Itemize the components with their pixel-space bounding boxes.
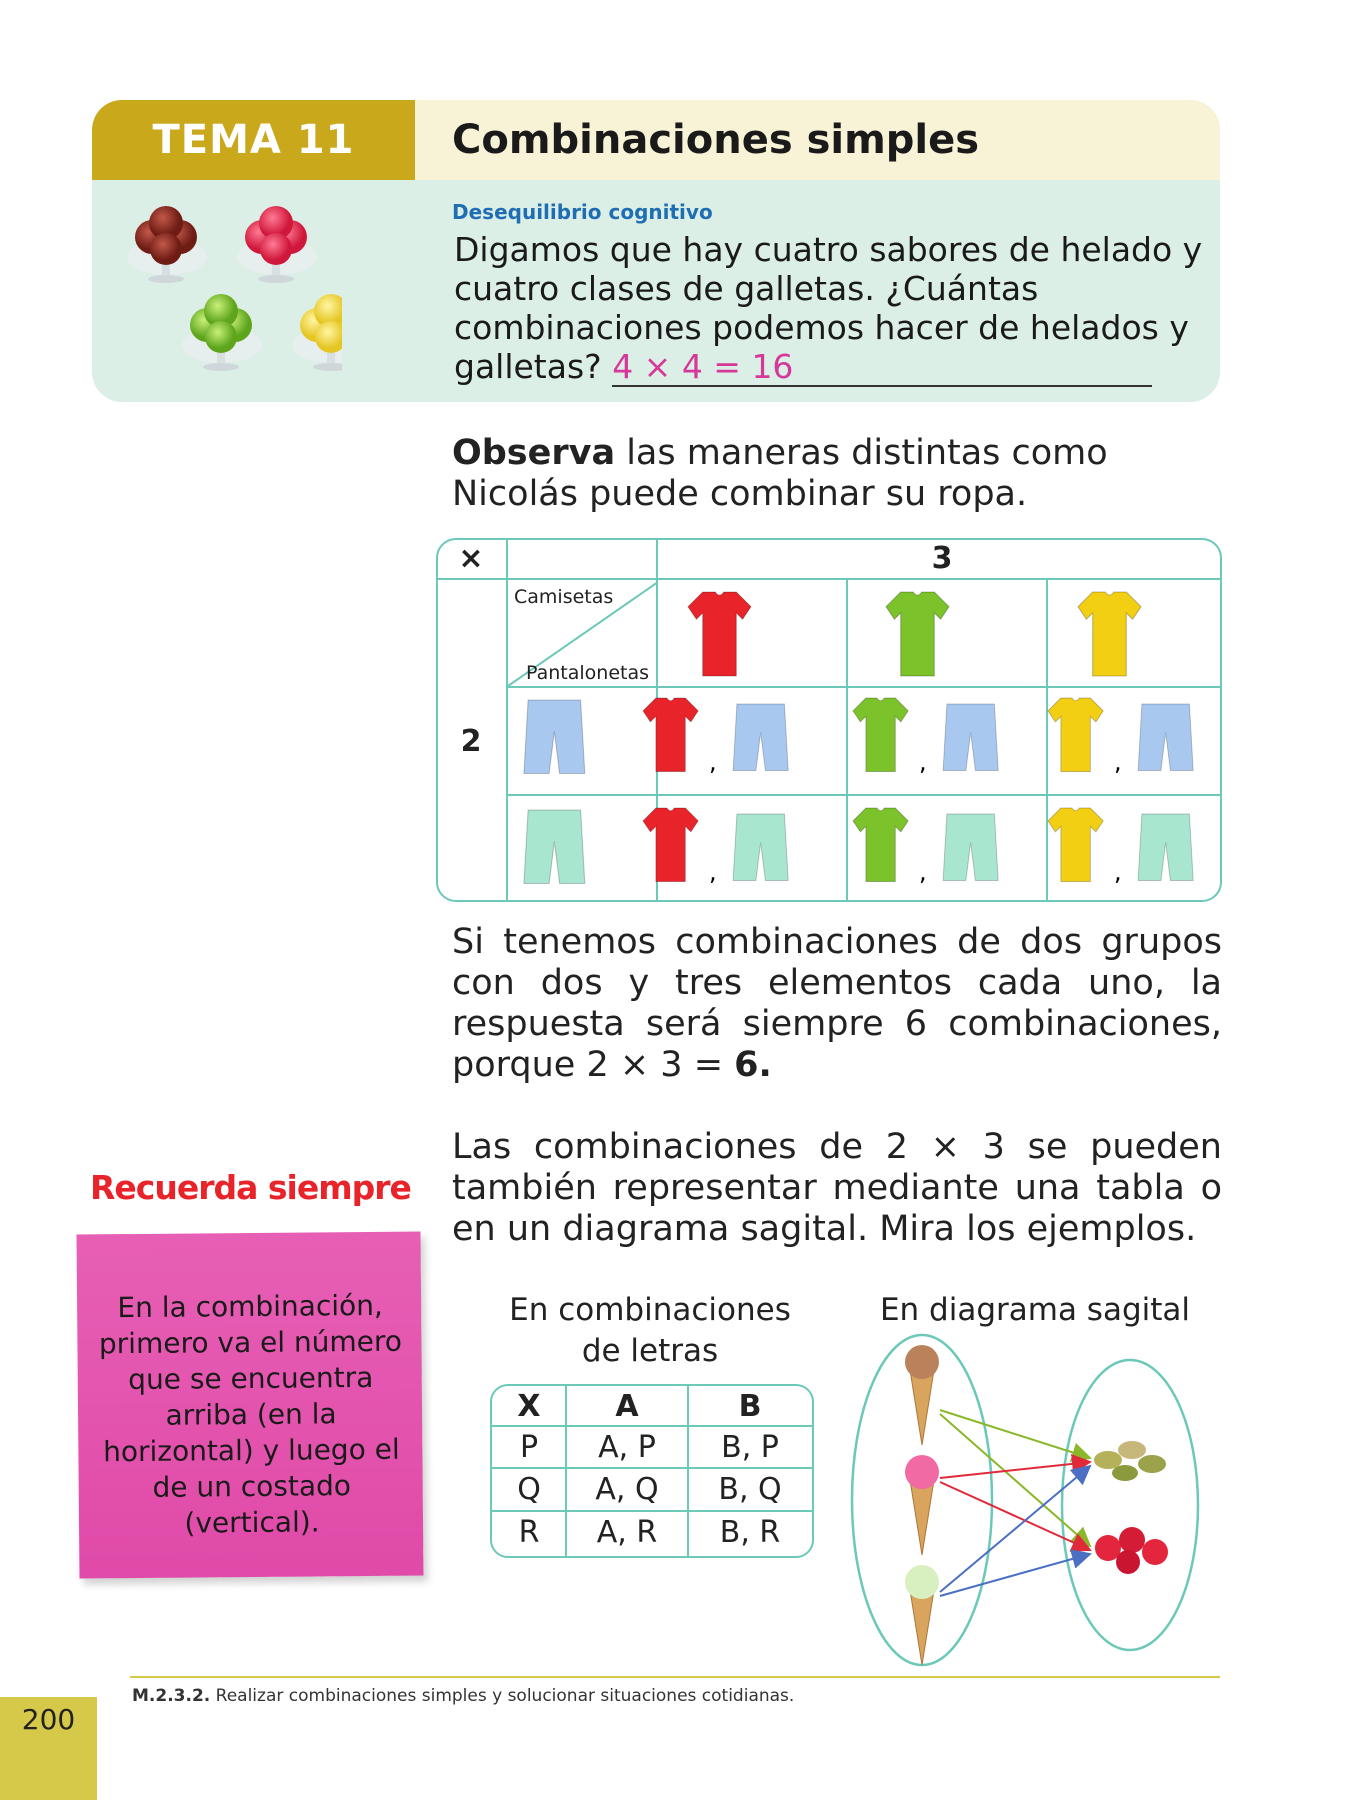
sagittal-diagram <box>840 1330 1220 1675</box>
letters-row-label: P <box>519 1429 539 1465</box>
letters-header-a: A <box>615 1388 639 1424</box>
raspberry-icon <box>1095 1527 1168 1574</box>
letters-row-label: R <box>518 1515 540 1550</box>
question-text <box>454 230 1214 387</box>
pistachio-bowl-icon <box>182 294 262 371</box>
combo-comma: , <box>1114 858 1122 886</box>
vanilla-bowl-icon <box>292 294 342 371</box>
short-row-icon <box>524 810 585 884</box>
strawberry-bowl-icon <box>237 206 317 283</box>
paragraph-six-combinations <box>452 922 1222 1086</box>
tema-label: TEMA 11 <box>92 100 415 180</box>
letters-combination-table <box>490 1384 814 1558</box>
paragraph-representations: Las combinaciones de 2 × 3 se pueden también representar mediante una tabla o en un diagrama sagital. Mira los ejemplos. <box>452 1127 1222 1249</box>
letters-heading: En combinaciones de letras <box>509 1292 791 1369</box>
combo-comma: , <box>919 858 927 886</box>
combo-comma: , <box>919 748 927 776</box>
letters-header-x: X <box>517 1388 541 1424</box>
combo-comma: , <box>709 748 717 776</box>
strawberry-cone-icon <box>905 1455 939 1555</box>
chocolate-cone-icon <box>905 1345 939 1445</box>
section-label: Desequilibrio cognitivo <box>452 200 713 224</box>
observa-bold: Observa <box>452 433 616 473</box>
footer-text: Realizar combinaciones simples y solucionar situaciones cotidianas. <box>210 1686 795 1706</box>
letters-header-b: B <box>738 1388 762 1424</box>
footer-skill <box>132 1686 794 1706</box>
clothing-combination-table <box>436 538 1222 902</box>
recuerda-heading: Recuerda siempre <box>90 1168 411 1207</box>
shirt-header-icon <box>1078 592 1141 676</box>
mint-cone-icon <box>905 1565 939 1665</box>
sticky-note <box>77 1232 424 1579</box>
combo-comma: , <box>1114 748 1122 776</box>
observa-rest: las maneras distintas como Nicolás puede combinar su ropa. <box>452 433 1108 514</box>
combo-shirt-icon <box>643 698 698 772</box>
combo-short-icon <box>943 814 998 881</box>
camisetas-label: Camisetas <box>514 586 614 608</box>
note-text: En la combinación, primero va el número que se encuentra arriba (en la horizontal) y luego el de un costado (vertical). <box>98 1288 403 1540</box>
pantalonetas-label: Pantalonetas <box>526 662 650 684</box>
combo-short-icon <box>1138 704 1193 771</box>
page-title: Combinaciones simples <box>415 100 1220 180</box>
combo-short-icon <box>943 704 998 771</box>
chocolate-bowl-icon <box>127 206 207 283</box>
answer-line: 4 × 4 = 16 <box>612 349 1152 387</box>
pistachio-icon <box>1094 1441 1166 1481</box>
combo-shirt-icon <box>853 808 908 882</box>
letters-cell: B, Q <box>718 1472 782 1507</box>
ice-cream-bowls-image <box>122 205 342 395</box>
combo-comma: , <box>709 858 717 886</box>
paragraph1-bold: 6. <box>734 1045 772 1085</box>
observa-paragraph <box>452 433 1222 515</box>
clothing-items <box>438 540 1220 900</box>
letters-cell: A, R <box>596 1515 658 1550</box>
combo-shirt-icon <box>853 698 908 772</box>
shirt-header-icon <box>886 592 949 676</box>
page-number: 200 <box>21 1703 76 1736</box>
question-body: Digamos que hay cuatro sabores de helado y cuatro clases de galletas. ¿Cuántas combinaciones podemos hacer de helados y galletas? <box>454 230 1203 386</box>
combo-short-icon <box>1138 814 1193 881</box>
theme-header <box>92 100 1220 402</box>
footer-rule <box>130 1676 1220 1678</box>
combo-short-icon <box>733 814 788 881</box>
sagital-heading: En diagrama sagital <box>879 1292 1191 1328</box>
letters-cell: A, Q <box>595 1472 659 1507</box>
combo-shirt-icon <box>643 808 698 882</box>
letters-cell: B, R <box>719 1515 781 1550</box>
letters-cell: A, P <box>598 1429 656 1465</box>
column-count-cell: 3 <box>656 538 1222 580</box>
shirt-header-icon <box>688 592 751 676</box>
short-row-icon <box>524 700 585 774</box>
combo-shirt-icon <box>1048 808 1103 882</box>
combo-short-icon <box>733 704 788 771</box>
combo-shirt-icon <box>1048 698 1103 772</box>
cookie-set-oval <box>1062 1360 1198 1650</box>
footer-code: M.2.3.2. <box>132 1686 211 1706</box>
operator-cell: × <box>436 538 508 580</box>
row-count-cell: 2 <box>436 578 508 902</box>
letters-cell: B, P <box>721 1429 779 1465</box>
paragraph1-text: Si tenemos combinaciones de dos grupos con dos y tres elementos cada uno, la respuesta será siempre 6 combinaciones, porque 2 × 3 = <box>452 922 1222 1085</box>
letters-row-label: Q <box>517 1472 541 1507</box>
